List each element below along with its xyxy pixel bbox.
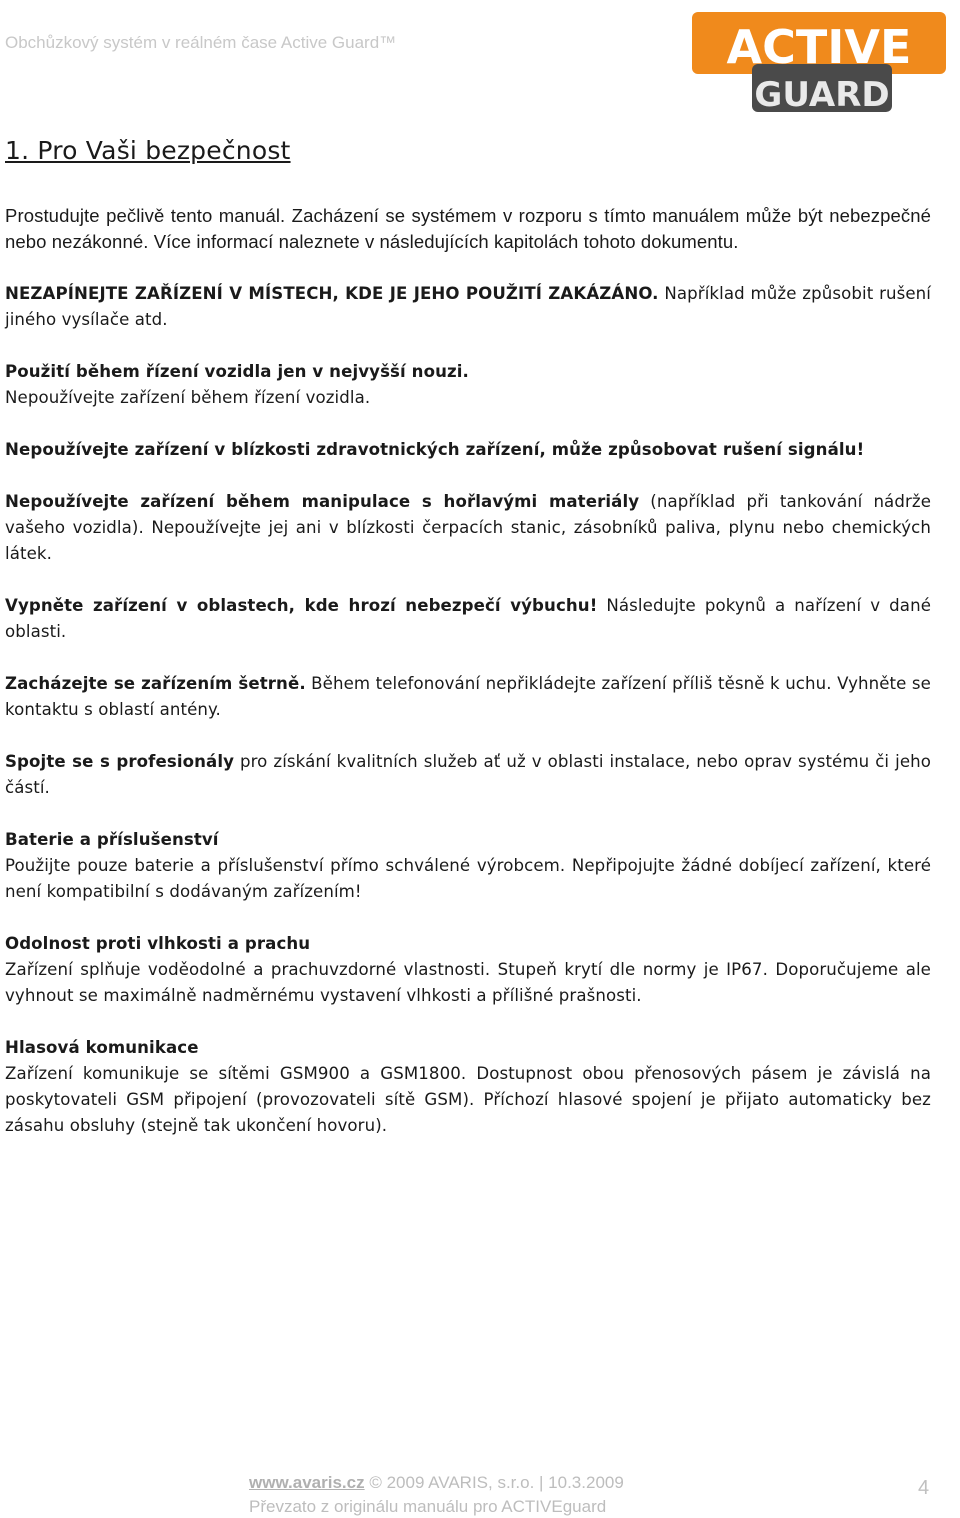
logo-active-text: ACTIVE xyxy=(726,20,912,74)
section-title: 1. Pro Vaši bezpečnost xyxy=(5,136,291,165)
footer-note: Převzato z originálu manuálu pro ACTIVEguard xyxy=(249,1497,607,1516)
website-link[interactable]: www.avaris.cz xyxy=(249,1473,365,1492)
running-header: Obchůzkový systém v reálném čase Active Guard™ xyxy=(5,33,397,52)
footer-line-1 xyxy=(249,1473,624,1493)
paragraph-care: Zacházejte se zařízením šetrně. Během telefonování nepřikládejte zařízení příliš těsně k uchu. Vyhněte se kontaktu s oblastí antény. xyxy=(5,674,931,719)
paragraph-professionals: Spojte se s profesionály pro získání kvalitních služeb ať už v oblasti instalace, nebo oprav systému či jeho částí. xyxy=(5,752,931,797)
paragraph-explosion: Vypněte zařízení v oblastech, kde hrozí nebezpečí výbuchu! Následujte pokynů a nařízení v dané oblasti. xyxy=(5,596,931,641)
page-number: 4 xyxy=(918,1477,930,1499)
paragraph-flammable: Nepoužívejte zařízení během manipulace s hořlavými materiály (například při tankování nádrže vašeho vozidla). Nepoužívejte jej ani v blízkosti čerpacích stanic, zásobníků paliva, plynu nebo chemických látek. xyxy=(5,492,932,563)
safety-content xyxy=(5,203,931,1139)
paragraph-no-switch-on: NEZAPÍNEJTE ZAŘÍZENÍ V MÍSTECH, KDE JE JEHO POUŽITÍ ZAKÁZÁNO. Například může způsobit rušení jiného vysílače atd. xyxy=(5,284,931,329)
paragraph-moisture: Odolnost proti vlhkosti a prachu Zařízení splňuje voděodolné a prachuvzdorné vlastnosti. Stupeň krytí dle normy je IP67. Doporučujeme ale vyhnout se maximálně nadměrnému vystavení vlhkosti a přílišné prašnosti. xyxy=(5,934,931,1005)
paragraph-batteries: Baterie a příslušenství Použijte pouze baterie a příslušenství přímo schválené výrobcem. Nepřipojujte žádné dobíjecí zařízení, které není kompatibilní s dodávaným zařízením! xyxy=(5,830,931,901)
paragraph-medical: Nepoužívejte zařízení v blízkosti zdravotnických zařízení, může způsobovat rušení signálu! xyxy=(5,440,865,459)
paragraph-driving: Použití během řízení vozidla jen v nejvyšší nouzi. Nepoužívejte zařízení během řízení vozidla. xyxy=(5,362,469,407)
footer-copyright: © 2009 AVARIS, s.r.o. | 10.3.2009 xyxy=(364,1473,624,1492)
logo-guard-text: GUARD xyxy=(754,75,890,114)
paragraph-voice: Hlasová komunikace Zařízení komunikuje se sítěmi GSM900 a GSM1800. Dostupnost obou přenosových pásem je závislá na poskytovateli GSM připojení (provozovateli sítě GSM). Příchozí hlasové spojení je přijato automaticky bez zásahu obsluhy (stejně tak ukončení hovoru). xyxy=(5,1038,931,1135)
paragraph-intro: Prostudujte pečlivě tento manuál. Zacházení se systémem v rozporu s tímto manuálem může být nebezpečné nebo nezákonné. Více informací naleznete v následujících kapitolách tohoto dokumentu. xyxy=(5,205,931,252)
active-guard-logo xyxy=(688,6,950,114)
